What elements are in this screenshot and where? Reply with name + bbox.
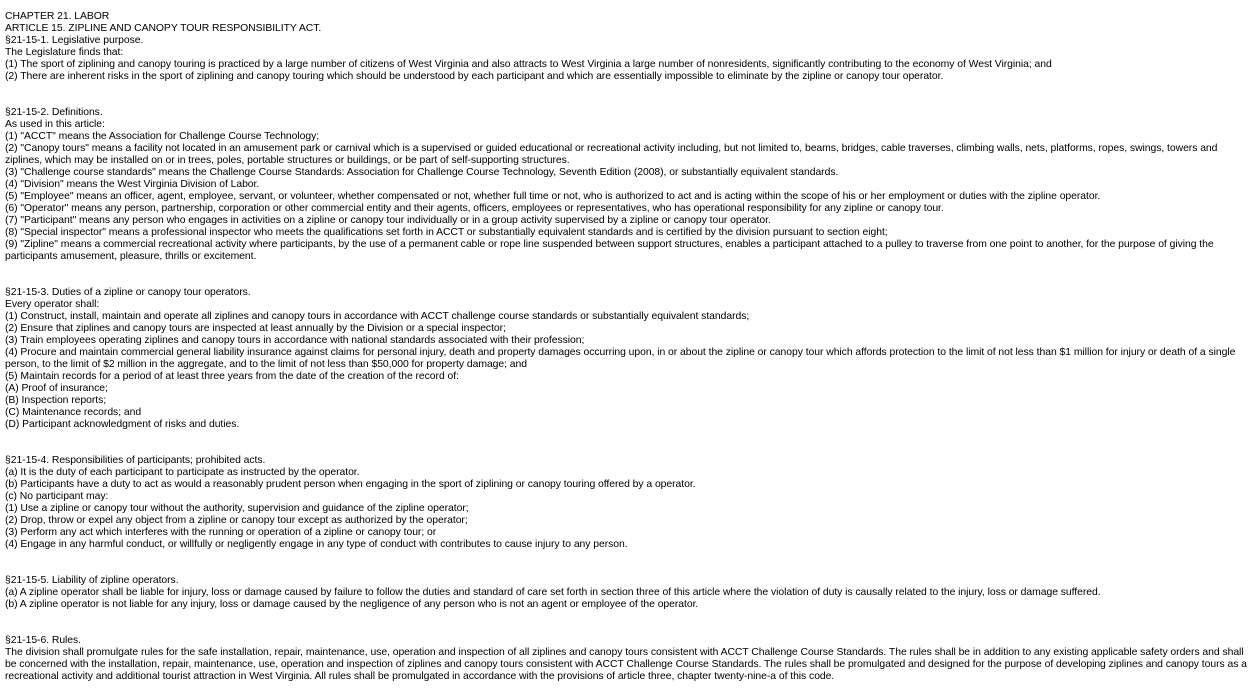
section-line: (1) Construct, install, maintain and operate all ziplines and canopy tours in accordance with ACCT challenge course standards or substantially equivalent standards; (5, 311, 750, 322)
section-line: (3) Perform any act which interferes with the running or operation of a zipline or canopy tour; or (5, 527, 437, 538)
section-line: The division shall promulgate rules for the safe installation, repair, maintenance, use, operation and inspection of all ziplines and canopy tours consistent with ACCT Challenge Course Standards. The rules shall be in addition to any existing applicable safety orders and shall be concerned with the installation, repair, maintenance, use, operation and inspection of ziplines and canopy tours consistent with ACCT Challenge Course Standards. The rules shall be promulgated and designed for the purpose of developing ziplines and canopy tours as a recreational activity and additional tourist attraction in West Virginia. All rules shall be promulgated in accordance with the provisions of article three, chapter twenty-nine-a of this code. (5, 647, 1250, 682)
section-line: (b) A zipline operator is not liable for any injury, loss or damage caused by the negligence of any person who is not an agent or employee of the operator. (5, 599, 699, 610)
section-heading: §21-15-3. Duties of a zipline or canopy tour operators. (5, 287, 251, 298)
section-heading: §21-15-5. Liability of zipline operators. (5, 575, 179, 586)
section-line: (3) Train employees operating ziplines and canopy tours in accordance with national standards associated with their profession; (5, 335, 585, 346)
section-line: (2) Drop, throw or expel any object from a zipline or canopy tour except as authorized by the operator; (5, 515, 468, 526)
section-spacer (5, 83, 1249, 107)
section-line: The Legislature finds that: (5, 47, 124, 58)
section (5, 287, 1249, 431)
chapter-title: CHAPTER 21. LABOR (5, 11, 110, 22)
section-line: (A) Proof of insurance; (5, 383, 108, 394)
section-heading: §21-15-1. Legislative purpose. (5, 35, 144, 46)
section-heading: §21-15-2. Definitions. (5, 107, 103, 118)
section-line: (2) There are inherent risks in the sport of ziplining and canopy touring which should be understood by each participant and which are essentially impossible to eliminate by the zipline or canopy tour operator. (5, 71, 944, 82)
section (5, 455, 1249, 551)
section-line: (1) Use a zipline or canopy tour without the authority, supervision and guidance of the zipline operator; (5, 503, 469, 514)
section-line: (6) "Operator" means any person, partnership, corporation or other commercial entity and their agents, officers, employees or representatives, who has operational responsibility for any zipline or canopy tour. (5, 203, 944, 214)
section-line: (B) Inspection reports; (5, 395, 107, 406)
section-heading: §21-15-6. Rules. (5, 635, 82, 646)
section-line: (2) Ensure that ziplines and canopy tours are inspected at least annually by the Division or a special inspector; (5, 323, 506, 334)
section-line: (3) "Challenge course standards" means the Challenge Course Standards: Association for Challenge Course Technology, Seventh Edition (2008), or substantially equivalent standards. (5, 167, 839, 178)
section-line: (4) "Division" means the West Virginia Division of Labor. (5, 179, 260, 190)
section-line: (c) No participant may: (5, 491, 109, 502)
section-line: Every operator shall: (5, 299, 100, 310)
section-spacer (5, 611, 1249, 635)
section-line: (5) Maintain records for a period of at least three years from the date of the creation of the record of: (5, 371, 459, 382)
section (5, 35, 1249, 83)
section-heading: §21-15-4. Responsibilities of participants; prohibited acts. (5, 455, 266, 466)
section-line: (C) Maintenance records; and (5, 407, 142, 418)
section-line: (a) It is the duty of each participant to participate as instructed by the operator. (5, 467, 360, 478)
section-line: (a) A zipline operator shall be liable for injury, loss or damage caused by failure to follow the duties and standard of care set forth in section three of this article where the violation of duty is causally related to the injury, loss or damage suffered. (5, 587, 1101, 598)
section-line: (4) Engage in any harmful conduct, or willfully or negligently engage in any type of conduct with contributes to cause injury to any person. (5, 539, 628, 550)
section-line: (5) "Employee" means an officer, agent, employee, servant, or volunteer, whether compensated or not, whether full time or not, who is authorized to act and is acting within the scope of his or her employment or duties with the zipline operator. (5, 191, 1101, 202)
section-line: (7) "Participant" means any person who engages in activities on a zipline or canopy tour individually or in a group activity supervised by a zipline or canopy tour operator. (5, 215, 771, 226)
section-line: (1) The sport of ziplining and canopy touring is practiced by a large number of citizens of West Virginia and also attracts to West Virginia a large number of nonresidents, significantly contributing to the economy of West Virginia; and (5, 59, 1052, 70)
section (5, 635, 1249, 683)
sections-container (5, 35, 1249, 683)
section-line: As used in this article: (5, 119, 105, 130)
section-line: (1) "ACCT" means the Association for Challenge Course Technology; (5, 131, 320, 142)
section-spacer (5, 263, 1249, 287)
section-line: (D) Participant acknowledgment of risks and duties. (5, 419, 240, 430)
section-spacer (5, 551, 1249, 575)
article-title: ARTICLE 15. ZIPLINE AND CANOPY TOUR RESPONSIBILITY ACT. (5, 23, 322, 34)
section (5, 107, 1249, 263)
section-line: (4) Procure and maintain commercial general liability insurance against claims for personal injury, death and property damages occurring upon, in or about the zipline or canopy tour which affords protection to the limit of not less than $1 million for injury or death of a single person, to the limit of $2 million in the aggregate, and to the limit of not less than $50,000 for property damage; and (5, 347, 1239, 370)
section (5, 575, 1249, 611)
section-line: (8) "Special inspector" means a professional inspector who meets the qualifications set forth in ACCT or substantially equivalent standards and is certified by the division pursuant to section eight; (5, 227, 888, 238)
section-spacer (5, 431, 1249, 455)
section-line: (9) "Zipline" means a commercial recreational activity where participants, by the use of a permanent cable or rope line suspended between support structures, enables a participant attached to a pulley to traverse from one point to another, for the purpose of giving the participants amusement, pleasure, thrills or excitement. (5, 239, 1217, 262)
section-line: (2) "Canopy tours" means a facility not located in an amusement park or carnival which is a supervised or guided educational or recreational activity including, but not limited to, beams, bridges, cable traverses, climbing walls, nets, platforms, ropes, swings, towers and ziplines, which may be installed on or in trees, poles, portable structures or buildings, or be part of self-supporting structures. (5, 143, 1221, 166)
section-line: (b) Participants have a duty to act as would a reasonably prudent person when engaging in the sport of ziplining or canopy touring offered by a operator. (5, 479, 696, 490)
statute-document (5, 11, 1249, 683)
